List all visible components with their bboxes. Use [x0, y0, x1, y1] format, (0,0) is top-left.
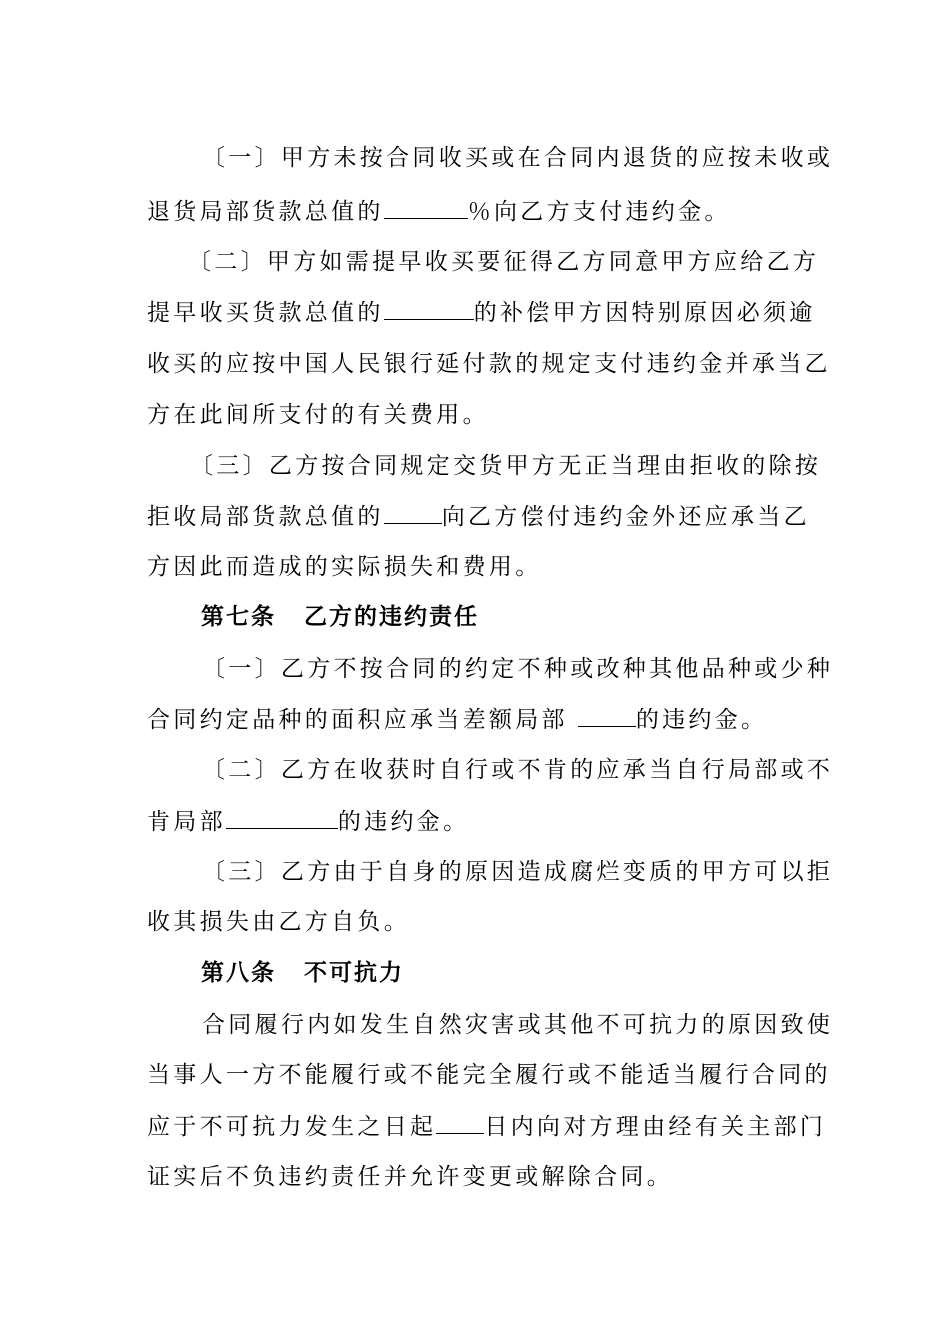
clause8-text-before-blank: 应于不可抗力发生之日起: [147, 1114, 437, 1140]
clause8-line3: [147, 1111, 826, 1141]
clause8-heading: [201, 958, 404, 988]
clause7-item1-line1: 〔一〕乙方不按合同的约定不种或改种其他品种或少种: [202, 656, 834, 682]
clause8-title: 不可抗力: [304, 959, 404, 986]
clause7-item3-line2: 收其损失由乙方自负。: [147, 909, 410, 935]
clause6-item2-text-before-blank: 提早收买货款总值的: [147, 300, 384, 326]
clause6-item3-line1: 〔三〕乙方按合同规定交货甲方无正当理由拒收的除按: [190, 453, 822, 479]
clause8-line1: 合同履行内如发生自然灾害或其他不可抗力的原因致使: [202, 1012, 834, 1038]
clause7-heading: [201, 602, 479, 632]
clause6-item2-line1: 〔二〕甲方如需提早收买要征得乙方同意甲方应给乙方: [188, 249, 820, 275]
clause6-item1-line2: [147, 196, 731, 226]
clause7-item1-text-after-blank: 的违约金。: [635, 707, 768, 733]
clause7-item1-line2: [147, 704, 767, 734]
clause6-item2-text-after-blank: 的补偿甲方因特别原因必须逾: [473, 300, 816, 326]
percentage-blank[interactable]: [384, 196, 468, 219]
clause8-text-after-blank: 日内向对方理由经有关主部门: [484, 1114, 827, 1140]
clause7-item2-line2: [147, 806, 469, 836]
compensation-blank[interactable]: [384, 297, 474, 320]
withheld-penalty-blank[interactable]: [226, 806, 338, 829]
refusal-penalty-blank[interactable]: [384, 501, 442, 524]
clause8-line2: 当事人一方不能履行或不能完全履行或不能适当履行合同的: [147, 1062, 831, 1088]
clause6-item3-text-before-blank: 拒收局部货款总值的: [147, 504, 384, 530]
clause6-item1-text-after-blank: ％向乙方支付违约金。: [467, 199, 731, 225]
clause6-item1-text-before-blank: 退货局部货款总值的: [147, 199, 384, 225]
clause7-number: 第七条: [201, 603, 276, 630]
clause7-item2-text-before-blank: 肯局部: [147, 809, 226, 835]
clause6-item2-line3: 收买的应按中国人民银行延付款的规定支付违约金并承当乙: [147, 351, 831, 377]
clause6-item3-line3: 方因此而造成的实际损失和费用。: [147, 554, 542, 580]
clause7-title: 乙方的违约责任: [304, 603, 479, 630]
clause7-item1-text-before-blank: 合同约定品种的面积应承当差额局部: [147, 707, 568, 733]
clause6-item2-line2: [147, 297, 816, 327]
clause8-line4: 证实后不负违约责任并允许变更或解除合同。: [147, 1164, 673, 1190]
clause8-number: 第八条: [201, 959, 276, 986]
clause6-item1-line1: 〔一〕甲方未按合同收买或在合同内退货的应按未收或: [202, 145, 834, 171]
area-penalty-blank[interactable]: [578, 704, 636, 727]
clause6-item3-text-after-blank: 向乙方偿付违约金外还应承当乙: [441, 504, 810, 530]
clause6-item2-line4: 方在此间所支付的有关费用。: [147, 402, 489, 428]
clause6-item3-line2: [147, 501, 810, 531]
clause7-item3-line1: 〔三〕乙方由于自身的原因造成腐烂变质的甲方可以拒: [202, 859, 834, 885]
clause7-item2-line1: 〔二〕乙方在收获时自行或不肯的应承当自行局部或不: [202, 757, 834, 783]
notice-days-blank[interactable]: [436, 1111, 484, 1134]
clause7-item2-text-after-blank: 的违约金。: [337, 809, 470, 835]
